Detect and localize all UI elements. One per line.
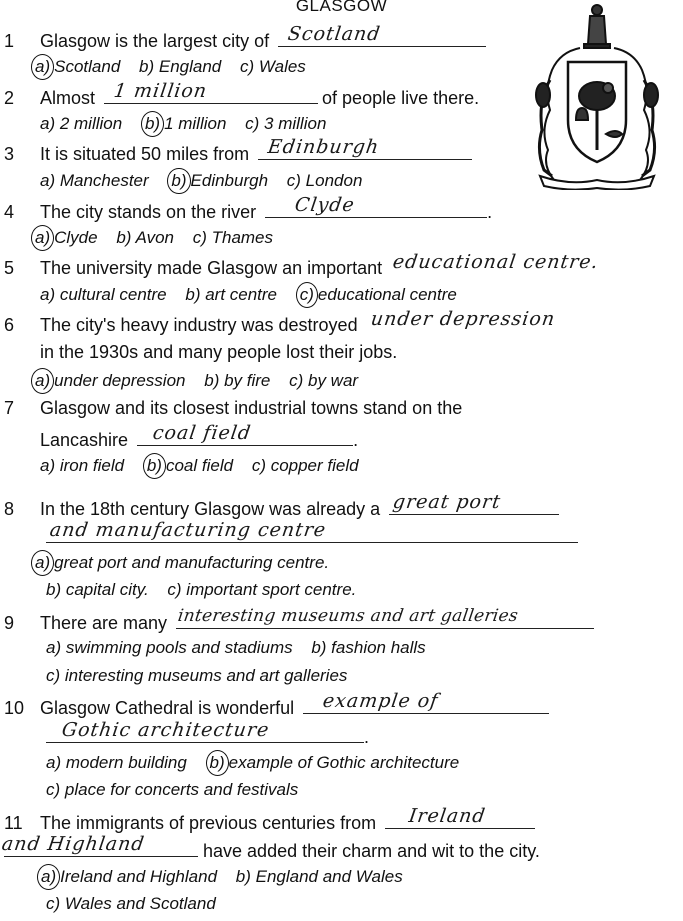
option-a: a) 2 million <box>40 114 123 133</box>
question-number: 1 <box>4 31 15 51</box>
option-b-text: 1 million <box>164 114 227 133</box>
option-a-text: under depression <box>54 371 186 390</box>
options-3 <box>40 168 376 194</box>
question-2 <box>4 80 480 110</box>
answer-blank[interactable] <box>258 136 472 160</box>
option-c: c) Wales <box>240 57 306 76</box>
handwritten-answer: and Highland <box>0 833 147 855</box>
option-a-text: Scotland <box>54 57 121 76</box>
question-7 <box>4 396 462 420</box>
question-number: 9 <box>4 613 15 633</box>
option-c: c) by war <box>289 371 359 390</box>
question-text: of people live there. <box>322 88 480 108</box>
answer-blank[interactable] <box>46 519 578 543</box>
option-c: c) copper field <box>251 456 359 475</box>
question-8 <box>4 491 559 521</box>
option-a: a) Manchester <box>40 171 149 190</box>
question-number: 2 <box>4 88 15 108</box>
handwritten-answer: educational centre. <box>391 251 601 273</box>
answer-blank[interactable] <box>278 23 486 47</box>
answer-blank[interactable] <box>303 690 549 714</box>
options-5 <box>40 282 471 308</box>
circled-option: b) <box>143 453 166 479</box>
option-b: b) England and Wales <box>235 867 403 886</box>
handwritten-answer: and manufacturing centre <box>48 519 328 541</box>
question-text: Almost <box>40 88 96 108</box>
option-b: b) by fire <box>204 371 271 390</box>
circled-option: b) <box>167 168 190 194</box>
question-number: 5 <box>4 258 15 278</box>
question-number: 10 <box>4 698 25 718</box>
question-text: . <box>364 727 370 747</box>
handwritten-answer: interesting museums and art galleries <box>176 606 520 626</box>
question-6 <box>4 308 587 337</box>
option-a-text: Clyde <box>54 228 98 247</box>
handwritten-answer: great port <box>391 491 503 513</box>
option-b-text: Edinburgh <box>190 171 269 190</box>
answer-blank[interactable] <box>389 491 559 515</box>
handwritten-answer: Clyde <box>293 194 357 216</box>
option-b: b) England <box>139 57 222 76</box>
question-text: There are many <box>40 613 168 633</box>
option-c: c) 3 million <box>245 114 327 133</box>
circled-option: b) <box>141 111 164 137</box>
circled-option: a) <box>31 550 54 576</box>
options-9-line-2 <box>46 664 361 688</box>
question-10-line-2 <box>46 719 370 749</box>
option-a-text: Ireland and Highland <box>60 867 218 886</box>
option-a: a) iron field <box>40 456 125 475</box>
option-b: b) fashion halls <box>311 638 426 657</box>
question-text: Lancashire <box>40 430 129 450</box>
question-4 <box>4 194 493 224</box>
option-c: c) interesting museums and art galleries <box>46 666 348 685</box>
option-c: c) London <box>286 171 363 190</box>
question-number: 8 <box>4 499 15 519</box>
circled-option: a) <box>31 225 54 251</box>
question-number: 11 <box>4 813 23 833</box>
question-6-line-2: in the 1930s and many people lost their jobs. <box>40 342 398 362</box>
answer-blank[interactable] <box>391 251 601 274</box>
question-text: It is situated 50 miles from <box>40 144 250 164</box>
handwritten-answer: example of <box>321 690 441 712</box>
option-b: b) capital city. <box>46 580 149 599</box>
option-c-text: educational centre <box>317 285 457 304</box>
question-number: 7 <box>4 398 15 418</box>
handwritten-answer: Scotland <box>286 23 383 45</box>
question-text: have added their charm and wit to the city. <box>203 841 540 861</box>
question-text: The city's heavy industry was destroyed <box>40 315 358 335</box>
answer-blank[interactable] <box>265 194 487 218</box>
options-4 <box>34 225 287 251</box>
option-b-text: coal field <box>165 456 234 475</box>
question-text: . <box>353 430 359 450</box>
question-10 <box>4 690 549 720</box>
question-1 <box>4 23 486 53</box>
option-b: b) art centre <box>185 285 278 304</box>
circled-option: a) <box>31 368 54 394</box>
option-c: c) place for concerts and festivals <box>46 780 299 799</box>
question-11 <box>4 805 535 835</box>
answer-blank[interactable] <box>385 805 535 829</box>
question-11-line-2 <box>0 833 540 863</box>
option-c: c) Wales and Scotland <box>46 894 216 913</box>
question-3 <box>4 136 472 166</box>
page-title: GLASGOW <box>295 0 388 15</box>
options-10-line-2 <box>46 778 312 802</box>
option-c: c) Thames <box>192 228 274 247</box>
question-number: 3 <box>4 144 15 164</box>
answer-blank[interactable] <box>367 308 587 331</box>
options-8 <box>34 550 343 576</box>
answer-blank[interactable] <box>46 719 364 743</box>
handwritten-answer: 1 million <box>112 80 209 102</box>
question-7-line-2 <box>40 422 359 452</box>
question-text: Glasgow and its closest industrial towns stand on the <box>40 398 463 418</box>
question-text: The university made Glasgow an important <box>40 258 383 278</box>
options-10 <box>46 750 473 776</box>
question-text: The immigrants of previous centuries from <box>40 813 377 833</box>
options-6 <box>34 368 372 394</box>
options-11-line-2 <box>46 892 230 916</box>
glasgow-coat-of-arms-icon <box>530 0 680 190</box>
answer-blank[interactable] <box>0 833 198 857</box>
options-1 <box>34 54 320 80</box>
option-c: c) important sport centre. <box>167 580 357 599</box>
question-text: Glasgow is the largest city of <box>40 31 270 51</box>
answer-blank[interactable] <box>104 80 318 104</box>
circled-option: a) <box>37 864 60 890</box>
question-number: 4 <box>4 202 15 222</box>
answer-blank[interactable] <box>176 608 594 629</box>
options-11 <box>40 864 417 890</box>
handwritten-answer: Gothic architecture <box>60 719 271 741</box>
options-7 <box>40 453 373 479</box>
question-8-line-2 <box>46 519 578 549</box>
question-text: In the 18th century Glasgow was already a <box>40 499 381 519</box>
option-a: a) swimming pools and stadiums <box>46 638 293 657</box>
handwritten-answer: Edinburgh <box>266 136 381 158</box>
answer-blank[interactable] <box>137 422 353 446</box>
option-a-text: great port and manufacturing centre. <box>54 553 330 572</box>
question-5 <box>4 251 601 280</box>
options-8-line-2 <box>46 578 370 602</box>
options-9 <box>46 636 440 660</box>
question-9 <box>4 608 594 635</box>
option-b: b) Avon <box>116 228 174 247</box>
handwritten-answer: under depression <box>369 308 557 330</box>
question-number: 6 <box>4 315 15 335</box>
handwritten-answer: coal field <box>151 422 253 444</box>
circled-option: b) <box>206 750 229 776</box>
question-text: The city stands on the river <box>40 202 257 222</box>
handwritten-answer: Ireland <box>407 805 488 827</box>
circled-option: a) <box>31 54 54 80</box>
question-text: . <box>487 202 493 222</box>
option-b-text: example of Gothic architecture <box>228 753 460 772</box>
question-text: Glasgow Cathedral is wonderful <box>40 698 295 718</box>
options-2 <box>40 111 340 137</box>
circled-option: c) <box>296 282 318 308</box>
option-a: a) cultural centre <box>40 285 167 304</box>
option-a: a) modern building <box>46 753 187 772</box>
